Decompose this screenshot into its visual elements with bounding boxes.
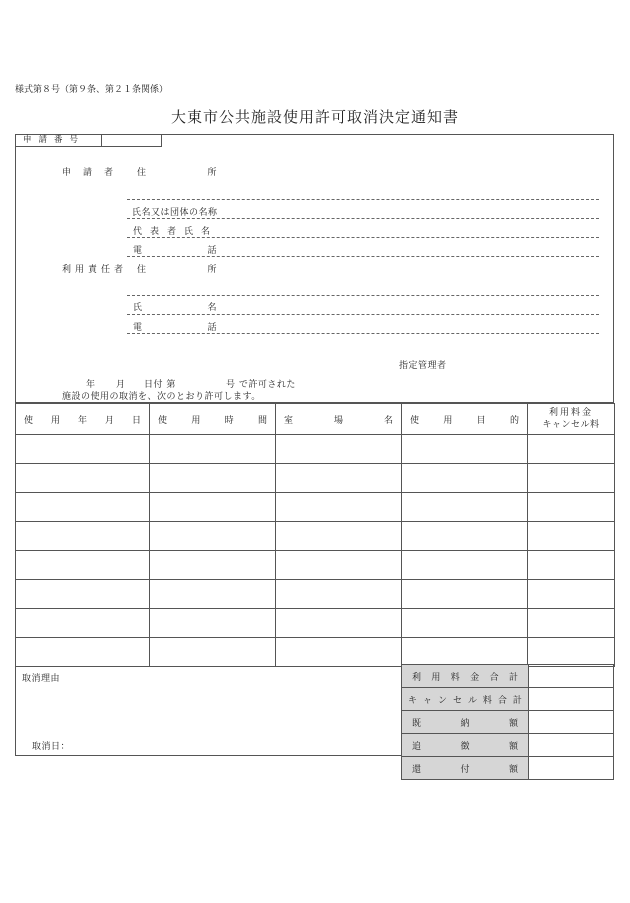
summary-row: [402, 665, 614, 688]
header-usage-date: [16, 404, 150, 435]
table-cell[interactable]: [16, 522, 150, 551]
table-cell[interactable]: [528, 522, 615, 551]
table-cell[interactable]: [150, 638, 276, 667]
table-cell[interactable]: [402, 609, 528, 638]
summary-row: [402, 711, 614, 734]
permit-suffix: 号 で許可された: [226, 380, 296, 390]
hdr-char: 時: [224, 415, 234, 426]
table-cell[interactable]: [276, 522, 402, 551]
table-row: [16, 551, 615, 580]
representative-line[interactable]: [127, 237, 599, 238]
table-cell[interactable]: [402, 522, 528, 551]
table-cell[interactable]: [150, 522, 276, 551]
fee-header-line1: 利用料金: [548, 408, 593, 418]
name-char-1: 氏: [133, 303, 143, 313]
applicant-address-label: [137, 165, 217, 178]
sum-char: 利: [412, 672, 422, 683]
responsible-name-line[interactable]: [127, 314, 599, 315]
summary-value[interactable]: [529, 734, 614, 757]
summary-row: [402, 688, 614, 711]
hdr-char: 年: [77, 415, 87, 426]
permit-day-number: 日付 第: [144, 380, 176, 390]
applicant-address-line[interactable]: [127, 199, 599, 200]
table-cell[interactable]: [276, 580, 402, 609]
summary-value[interactable]: [529, 688, 614, 711]
table-row: [16, 609, 615, 638]
table-cell[interactable]: [16, 435, 150, 464]
hdr-char: 室: [284, 415, 294, 426]
hdr-char: 場: [333, 415, 343, 426]
sum-char: 合: [497, 695, 507, 706]
table-cell[interactable]: [276, 464, 402, 493]
table-cell[interactable]: [528, 609, 615, 638]
table-cell[interactable]: [402, 638, 528, 667]
hdr-char: 使: [24, 415, 34, 426]
applicant-name-label: 氏名又は団体の名称: [132, 208, 218, 218]
header-fee: [528, 404, 615, 435]
address-char-2: 所: [207, 168, 217, 178]
hdr-char: 的: [509, 415, 519, 426]
sum-char: ン: [437, 695, 447, 706]
page-title: 大東市公共施設使用許可取消決定通知書: [170, 108, 459, 126]
table-cell[interactable]: [276, 638, 402, 667]
responsible-phone-label: [133, 320, 217, 333]
summary-row: [402, 757, 614, 780]
hdr-char: 用: [50, 415, 60, 426]
table-row: [16, 638, 615, 667]
hdr-char: 名: [383, 415, 393, 426]
hdr-char: 月: [104, 415, 114, 426]
summary-label: [402, 757, 529, 780]
table-cell[interactable]: [16, 464, 150, 493]
table-row: [16, 464, 615, 493]
table-cell[interactable]: [402, 551, 528, 580]
phone-char-2: 話: [207, 323, 217, 333]
sum-char: 追: [412, 741, 422, 752]
responsible-name-label: [133, 300, 217, 313]
responsible-address-label: [137, 262, 217, 275]
hdr-char: 使: [158, 415, 168, 426]
fee-header-line2: キャンセル料: [542, 420, 600, 430]
table-cell[interactable]: [528, 551, 615, 580]
table-cell[interactable]: [150, 580, 276, 609]
table-cell[interactable]: [528, 493, 615, 522]
sum-char: 還: [412, 764, 422, 775]
name-char-2: 名: [207, 303, 217, 313]
responsible-address-line[interactable]: [127, 295, 599, 296]
sum-char: 徴: [460, 741, 470, 752]
representative-label: 代表者氏名: [133, 227, 219, 237]
sum-char: 金: [470, 672, 480, 683]
summary-label: [402, 734, 529, 757]
header-usage-time: [150, 404, 276, 435]
application-number-field[interactable]: [102, 134, 161, 146]
sum-char: 料: [450, 672, 460, 683]
table-cell[interactable]: [276, 551, 402, 580]
phone-char-1: 電: [133, 323, 143, 333]
table-cell[interactable]: [276, 609, 402, 638]
sum-char: 付: [460, 764, 470, 775]
summary-table: [401, 664, 614, 780]
sum-char: 計: [508, 672, 518, 683]
table-row: [16, 580, 615, 609]
hdr-char: 使: [410, 415, 420, 426]
hdr-char: 目: [476, 415, 486, 426]
sum-char: ャ: [422, 695, 432, 706]
table-cell[interactable]: [402, 580, 528, 609]
permit-month: 月: [116, 380, 126, 390]
responsible-heading: 利用責任者: [62, 265, 128, 275]
hdr-char: 間: [257, 415, 267, 426]
table-cell[interactable]: [150, 551, 276, 580]
summary-label: [402, 665, 529, 688]
table-cell[interactable]: [150, 493, 276, 522]
manager-label: 指定管理者: [399, 361, 447, 371]
sum-char: 用: [431, 672, 441, 683]
permit-year: 年: [86, 380, 96, 390]
table-cell[interactable]: [276, 493, 402, 522]
applicant-heading: 申請者: [62, 168, 126, 178]
sum-char: 額: [508, 718, 518, 729]
sum-char: ル: [467, 695, 477, 706]
table-cell[interactable]: [528, 464, 615, 493]
sum-char: セ: [452, 695, 462, 706]
summary-label: [402, 688, 529, 711]
sum-char: 合: [489, 672, 499, 683]
application-number-box: [15, 134, 162, 147]
permit-sentence: 施設の使用の取消を、次のとおり許可します。: [62, 392, 261, 402]
sum-char: 納: [460, 718, 470, 729]
table-cell[interactable]: [402, 435, 528, 464]
sum-char: 既: [412, 718, 422, 729]
summary-row: [402, 734, 614, 757]
table-cell[interactable]: [402, 464, 528, 493]
responsible-phone-line[interactable]: [127, 333, 599, 334]
sum-char: キ: [408, 695, 418, 706]
summary-value[interactable]: [529, 711, 614, 734]
table-cell[interactable]: [150, 464, 276, 493]
table-row: [16, 435, 615, 464]
table-cell[interactable]: [16, 580, 150, 609]
usage-table: [15, 403, 615, 667]
table-cell[interactable]: [150, 435, 276, 464]
summary-label: [402, 711, 529, 734]
header-usage-purpose: [402, 404, 528, 435]
sum-char: 料: [482, 695, 492, 706]
hdr-char: 日: [131, 415, 141, 426]
table-header-row: [16, 404, 615, 435]
summary-value[interactable]: [529, 665, 614, 688]
cancel-reason-label: 取消理由: [22, 674, 61, 684]
table-row: [16, 522, 615, 551]
applicant-phone-label: [133, 243, 217, 256]
table-cell[interactable]: [150, 609, 276, 638]
applicant-phone-line[interactable]: [127, 256, 599, 257]
form-number-label: 様式第８号（第９条、第２１条関係）: [15, 85, 169, 95]
address-char-2: 所: [207, 265, 217, 275]
hdr-char: 用: [191, 415, 201, 426]
applicant-name-line[interactable]: [127, 218, 599, 219]
table-cell[interactable]: [16, 493, 150, 522]
summary-value[interactable]: [529, 757, 614, 780]
phone-char-1: 電: [133, 246, 143, 256]
cancel-reason-box[interactable]: [15, 664, 402, 756]
cancel-date-label: 取消日：: [32, 742, 71, 752]
sum-char: 計: [512, 695, 522, 706]
table-cell[interactable]: [528, 580, 615, 609]
sum-char: 額: [508, 764, 518, 775]
table-cell[interactable]: [276, 435, 402, 464]
table-row: [16, 493, 615, 522]
sum-char: 額: [508, 741, 518, 752]
application-number-label: 申請番号: [15, 134, 102, 146]
hdr-char: 用: [443, 415, 453, 426]
table-cell[interactable]: [528, 638, 615, 667]
table-cell[interactable]: [528, 435, 615, 464]
address-char-1: 住: [137, 168, 147, 178]
header-room-name: [276, 404, 402, 435]
table-cell[interactable]: [16, 638, 150, 667]
table-cell[interactable]: [16, 609, 150, 638]
table-cell[interactable]: [16, 551, 150, 580]
phone-char-2: 話: [207, 246, 217, 256]
address-char-1: 住: [137, 265, 147, 275]
table-cell[interactable]: [402, 493, 528, 522]
